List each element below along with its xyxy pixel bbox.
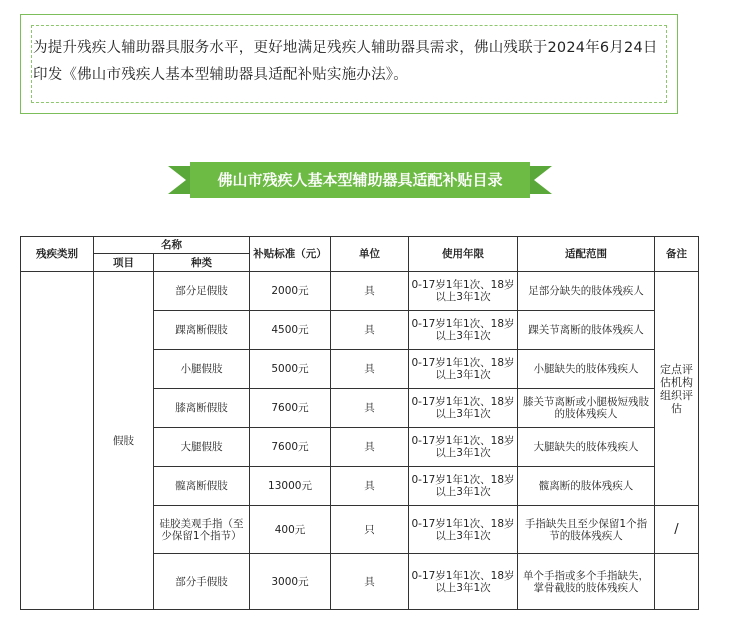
unit-cell: 具 [331,389,409,428]
scope-cell: 小腿缺失的肢体残疾人 [518,350,655,389]
years-cell: 0-17岁1年1次、18岁以上3年1次 [409,467,518,506]
years-cell: 0-17岁1年1次、18岁以上3年1次 [409,311,518,350]
subsidy-cell: 7600元 [250,428,331,467]
scope-cell: 膝关节离断或小腿极短残肢的肢体残疾人 [518,389,655,428]
header-subsidy: 补贴标准（元） [250,237,331,272]
years-cell: 0-17岁1年1次、18岁以上3年1次 [409,350,518,389]
category-cell [21,272,94,610]
header-scope: 适配范围 [518,237,655,272]
unit-cell: 具 [331,554,409,610]
scope-cell: 手指缺失且至少保留1个指节的肢体残疾人 [518,506,655,554]
unit-cell: 具 [331,350,409,389]
catalog-banner [168,162,552,198]
table-row [21,272,699,311]
scope-cell: 大腿缺失的肢体残疾人 [518,428,655,467]
header-years: 使用年限 [409,237,518,272]
subsidy-cell: 5000元 [250,350,331,389]
kind-cell: 大腿假肢 [154,428,250,467]
subsidy-cell: 7600元 [250,389,331,428]
years-cell: 0-17岁1年1次、18岁以上3年1次 [409,428,518,467]
scope-cell: 髋离断的肢体残疾人 [518,467,655,506]
subsidy-catalog-table [20,236,699,610]
subsidy-cell: 2000元 [250,272,331,311]
unit-cell: 具 [331,467,409,506]
banner-title: 佛山市残疾人基本型辅助器具适配补贴目录 [217,171,503,189]
unit-cell: 只 [331,506,409,554]
unit-cell: 具 [331,311,409,350]
intro-box [20,14,678,114]
subsidy-cell: 4500元 [250,311,331,350]
years-cell: 0-17岁1年1次、18岁以上3年1次 [409,272,518,311]
intro-text: 为提升残疾人辅助器具服务水平，更好地满足残疾人辅助器具需求，佛山残联于2024年6月24日印发《佛山市残疾人基本型辅助器具适配补贴实施办法》。 [33,40,658,83]
header-name: 名称 [94,237,250,254]
scope-cell: 踝关节离断的肢体残疾人 [518,311,655,350]
scope-cell: 足部分缺失的肢体残疾人 [518,272,655,311]
remark-cell [655,554,699,610]
header-category: 残疾类别 [21,237,94,272]
kind-cell: 踝离断假肢 [154,311,250,350]
kind-cell: 部分足假肢 [154,272,250,311]
subsidy-cell: 13000元 [250,467,331,506]
kind-cell: 髋离断假肢 [154,467,250,506]
years-cell: 0-17岁1年1次、18岁以上3年1次 [409,554,518,610]
years-cell: 0-17岁1年1次、18岁以上3年1次 [409,389,518,428]
header-remark: 备注 [655,237,699,272]
years-cell: 0-17岁1年1次、18岁以上3年1次 [409,506,518,554]
subsidy-cell: 3000元 [250,554,331,610]
item-cell: 假肢 [94,272,154,610]
header-unit: 单位 [331,237,409,272]
unit-cell: 具 [331,272,409,311]
kind-cell: 小腿假肢 [154,350,250,389]
remark-merged-cell: 定点评估机构组织评估 [655,272,699,506]
scope-cell: 单个手指或多个手指缺失，掌骨截肢的肢体残疾人 [518,554,655,610]
unit-cell: 具 [331,428,409,467]
kind-cell: 膝离断假肢 [154,389,250,428]
subsidy-cell: 400元 [250,506,331,554]
kind-cell: 部分手假肢 [154,554,250,610]
remark-cell: / [655,506,699,554]
header-kind: 种类 [154,254,250,272]
kind-cell: 硅胶美观手指（至少保留1个指节） [154,506,250,554]
header-item: 项目 [94,254,154,272]
